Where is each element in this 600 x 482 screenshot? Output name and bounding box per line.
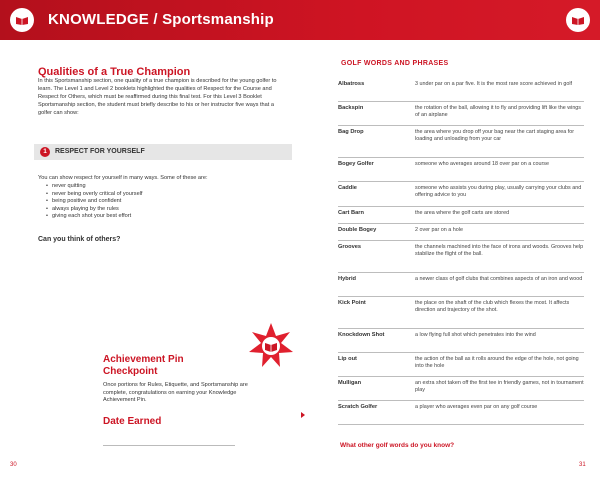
pin-title: Achievement Pin Checkpoint — [103, 354, 184, 377]
list-item: • never being overly critical of yourself — [46, 191, 142, 199]
pin-description: Once portions for Rules, Etiquette, and Sportsmanship are complete, congratulations on earning your Knowledge Achievement Pin. — [103, 382, 248, 403]
table-row: Scratch Golfer a player who averages even par on any golf course — [338, 401, 584, 425]
bullet-list — [46, 183, 142, 221]
date-earned-label: Date Earned — [103, 416, 162, 427]
page-header — [0, 0, 600, 40]
table-row: Double Bogey 2 over par on a hole — [338, 224, 584, 241]
table-row: Caddie someone who assists you during play, usually carrying your clubs and offering advice to you — [338, 182, 584, 207]
table-row: Mulligan an extra shot taken off the first tee in friendly games, not in tournament play — [338, 377, 584, 401]
table-row: Backspin the rotation of the ball, allowing it to fly and providing lift like the wings of an airplane — [338, 102, 584, 126]
book-icon — [566, 8, 590, 32]
intro-paragraph: In this Sportsmanship section, one quality of a true champion is described for the young golfer to learn. The Level 1 and Level 2 booklets highlighted the qualities of Respect for the Course and Respect for Others, which must be reaffirmed during this final test. For this Level 3 Booklet Sportsmanship section, the student must briefly describe to his or her instructor five ways that a golfer can show: — [38, 78, 277, 116]
list-item: • giving each shot your best effort — [46, 213, 142, 221]
glossary-table — [338, 78, 584, 425]
table-row: Albatross 3 under par on a par five. It is the most rare score achieved in golf — [338, 78, 584, 102]
table-row: Grooves the channels machined into the face of irons and woods. Grooves help stabilize the flight of the ball. — [338, 241, 584, 273]
table-row: Kick Point the place on the shaft of the club which flexes the most. It affects direction and trajectory of the shot. — [338, 297, 584, 329]
table-row: Bag Drop the area where you drop off your bag near the cart staging area for loading and unloading from your car — [338, 126, 584, 158]
book-icon — [10, 8, 34, 32]
achievement-pin-card — [95, 352, 305, 452]
table-row: Bogey Golfer someone who averages around 18 over par on a course — [338, 158, 584, 182]
list-item: • being positive and confident — [46, 198, 142, 206]
arrow-icon — [301, 412, 305, 418]
glossary-title: GOLF WORDS AND PHRASES — [341, 60, 449, 67]
page-number-right: 31 — [579, 462, 586, 468]
table-row: Knockdown Shot a low flying full shot which penetrates into the wind — [338, 329, 584, 353]
respect-heading — [34, 144, 292, 160]
table-row: Cart Barn the area where the golf carts are stored — [338, 207, 584, 224]
step-number-badge: 1 — [40, 147, 50, 157]
glossary-question: What other golf words do you know? — [340, 442, 455, 449]
date-signature-line — [103, 445, 235, 446]
table-row: Hybrid a newer class of golf clubs that combines aspects of an iron and wood — [338, 273, 584, 297]
prompt-question: Can you think of others? — [38, 236, 121, 243]
list-item: • never quitting — [46, 183, 142, 191]
page-title: KNOWLEDGE / Sportsmanship — [48, 11, 274, 28]
section-title: Qualities of a True Champion — [38, 66, 191, 78]
table-row: Lip out the action of the ball as it rolls around the edge of the hole, not going into the hole — [338, 353, 584, 377]
respect-label: RESPECT FOR YOURSELF — [55, 148, 145, 155]
respect-intro: You can show respect for yourself in many ways. Some of these are: — [38, 175, 208, 181]
list-item: • always playing by the rules — [46, 206, 142, 214]
page-number-left: 30 — [10, 462, 17, 468]
